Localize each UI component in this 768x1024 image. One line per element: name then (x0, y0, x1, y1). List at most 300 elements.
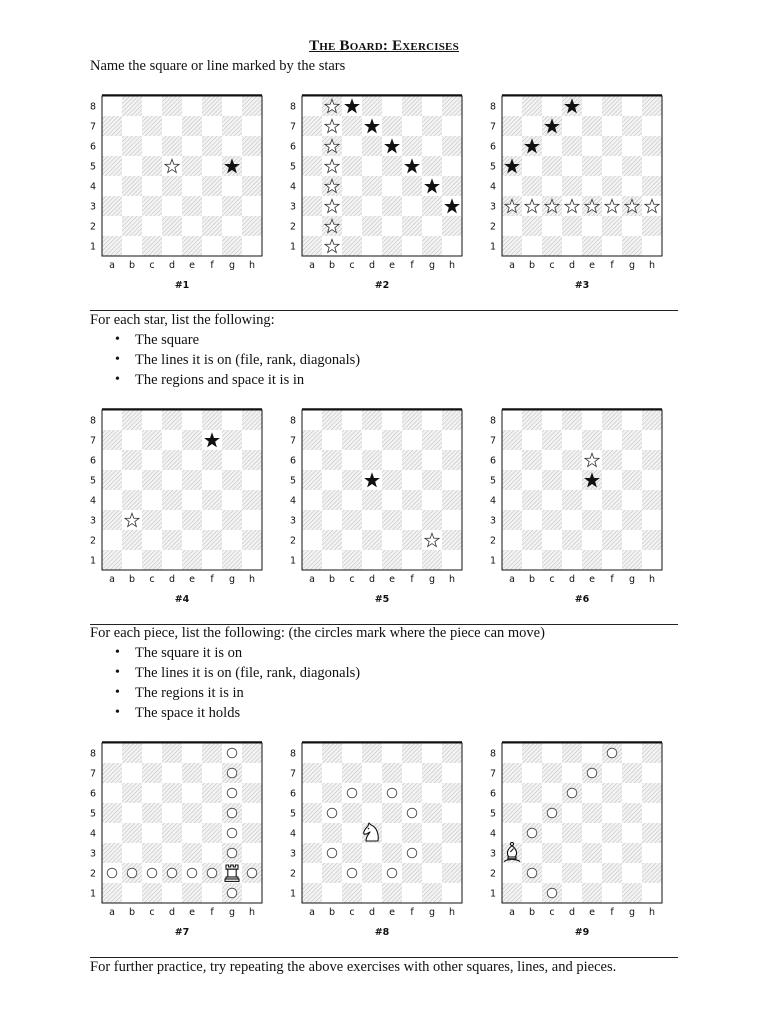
file-label: d (168, 574, 176, 585)
board-square (322, 863, 342, 883)
bullet-item: • The space it holds (90, 703, 360, 723)
board-square (602, 763, 622, 783)
board-square (502, 116, 522, 136)
board-square (502, 236, 522, 256)
file-label: g (228, 260, 236, 271)
file-label: f (210, 907, 214, 918)
move-circle-marker (407, 848, 417, 858)
rank-label: 3 (89, 848, 97, 860)
board-square (542, 450, 562, 470)
board-square (602, 156, 622, 176)
board-square (102, 116, 122, 136)
board-square (222, 490, 242, 510)
board-square (222, 216, 242, 236)
file-label: h (248, 260, 256, 271)
board-square (402, 236, 422, 256)
board-square (442, 883, 462, 903)
move-circle-marker (567, 788, 577, 798)
board-square (142, 216, 162, 236)
move-circle-marker (227, 768, 237, 778)
chess-board (89, 408, 269, 624)
board-square (442, 530, 462, 550)
board-square (622, 116, 642, 136)
board-square (102, 410, 122, 430)
board-square (122, 450, 142, 470)
diagram-1 (89, 94, 269, 310)
board-square (202, 550, 222, 570)
board-square (122, 196, 142, 216)
board-square (382, 236, 402, 256)
rank-label: 4 (89, 828, 97, 840)
board-square (542, 743, 562, 763)
board-square (602, 216, 622, 236)
board-square (142, 96, 162, 116)
file-label: e (189, 574, 195, 585)
file-label: c (349, 574, 355, 585)
board-square (202, 510, 222, 530)
board-square (142, 196, 162, 216)
board-square (402, 410, 422, 430)
board-square (222, 430, 242, 450)
diagram-5 (289, 408, 469, 624)
board-square (602, 176, 622, 196)
rank-label: 2 (489, 535, 497, 547)
move-circle-marker (227, 748, 237, 758)
board-square (602, 863, 622, 883)
board-square (202, 763, 222, 783)
board-square (342, 743, 362, 763)
board-square (402, 450, 422, 470)
move-circle-marker (327, 808, 337, 818)
board-square (242, 96, 262, 116)
rank-label: 1 (289, 888, 297, 900)
board-square (242, 236, 262, 256)
move-circle-marker (127, 868, 137, 878)
rank-label: 4 (489, 495, 497, 507)
board-square (182, 216, 202, 236)
file-label: d (368, 260, 376, 271)
board-square (442, 490, 462, 510)
board-square (202, 803, 222, 823)
board-square (642, 743, 662, 763)
file-label: d (568, 260, 576, 271)
board-square (102, 783, 122, 803)
page-title: The Board: Exercises (309, 38, 459, 54)
move-circle-marker (347, 868, 357, 878)
board-square (642, 450, 662, 470)
bullet-item: • The square it is on (90, 643, 360, 663)
board-square (242, 763, 262, 783)
file-label: a (309, 907, 315, 918)
board-square (522, 763, 542, 783)
board-square (302, 743, 322, 763)
board-square (362, 530, 382, 550)
board-square (182, 763, 202, 783)
file-label: b (328, 907, 336, 918)
move-circle-marker (407, 808, 417, 818)
board-square (502, 136, 522, 156)
board-square (102, 843, 122, 863)
board-square (402, 743, 422, 763)
rank-label: 6 (289, 455, 297, 467)
rank-label: 2 (489, 868, 497, 880)
board-square (642, 803, 662, 823)
board-square (582, 490, 602, 510)
board-square (242, 116, 262, 136)
board-square (142, 430, 162, 450)
board-square (302, 550, 322, 570)
board-square (242, 216, 262, 236)
board-square (342, 116, 362, 136)
board-square (602, 136, 622, 156)
file-label: d (568, 574, 576, 585)
rank-label: 1 (489, 888, 497, 900)
file-label: f (610, 260, 614, 271)
rank-label: 2 (89, 868, 97, 880)
board-square (382, 803, 402, 823)
board-square (602, 490, 622, 510)
rank-label: 2 (289, 868, 297, 880)
board-square (122, 550, 142, 570)
file-label: g (428, 260, 436, 271)
move-circle-marker (227, 828, 237, 838)
board-square (562, 490, 582, 510)
board-square (342, 156, 362, 176)
file-label: h (648, 260, 656, 271)
chess-board (289, 741, 469, 957)
board-square (162, 410, 182, 430)
board-square (622, 156, 642, 176)
file-label: g (628, 260, 636, 271)
board-square (402, 136, 422, 156)
board-square (182, 743, 202, 763)
board-square (122, 430, 142, 450)
board-square (602, 116, 622, 136)
file-label: f (610, 907, 614, 918)
board-square (162, 116, 182, 136)
board-square (542, 470, 562, 490)
board-square (382, 410, 402, 430)
board-square (442, 450, 462, 470)
board-square (302, 450, 322, 470)
board-square (602, 450, 622, 470)
board-square (182, 236, 202, 256)
board-square (442, 410, 462, 430)
board-square (382, 196, 402, 216)
board-square (182, 450, 202, 470)
board-square (622, 863, 642, 883)
board-square (562, 216, 582, 236)
board-square (122, 156, 142, 176)
board-square (342, 216, 362, 236)
board-square (242, 470, 262, 490)
board-square (102, 883, 122, 903)
board-square (522, 236, 542, 256)
board-square (202, 470, 222, 490)
rank-label: 3 (289, 515, 297, 527)
rank-label: 4 (489, 181, 497, 193)
board-square (162, 883, 182, 903)
board-square (162, 430, 182, 450)
board-square (622, 823, 642, 843)
rank-label: 4 (289, 495, 297, 507)
file-label: c (549, 574, 555, 585)
board-square (382, 550, 402, 570)
board-square (362, 96, 382, 116)
board-square (422, 236, 442, 256)
board-square (522, 410, 542, 430)
board-square (362, 863, 382, 883)
board-square (542, 510, 562, 530)
board-square (542, 763, 562, 783)
board-square (622, 843, 642, 863)
board-square (542, 430, 562, 450)
move-circle-marker (227, 848, 237, 858)
rank-label: 3 (289, 201, 297, 213)
board-square (222, 96, 242, 116)
board-square (402, 490, 422, 510)
board-square (602, 236, 622, 256)
board-square (502, 470, 522, 490)
board-square (102, 763, 122, 783)
rank-label: 7 (489, 768, 497, 780)
board-square (402, 96, 422, 116)
board-square (182, 550, 202, 570)
board-square (362, 450, 382, 470)
board-square (142, 510, 162, 530)
board-square (602, 470, 622, 490)
board-square (162, 550, 182, 570)
board-square (642, 116, 662, 136)
board-square (442, 470, 462, 490)
board-square (402, 863, 422, 883)
rank-label: 5 (289, 808, 297, 820)
board-square (402, 196, 422, 216)
board-square (422, 843, 442, 863)
diagram-caption: #7 (174, 927, 190, 938)
board-square (102, 236, 122, 256)
diagram-caption: #9 (574, 927, 590, 938)
board-square (162, 196, 182, 216)
move-circle-marker (387, 788, 397, 798)
board-square (182, 470, 202, 490)
rank-label: 2 (289, 535, 297, 547)
diagram-3 (489, 94, 669, 310)
board-square (602, 96, 622, 116)
board-square (622, 743, 642, 763)
file-label: a (309, 574, 315, 585)
board-square (362, 510, 382, 530)
file-label: e (389, 574, 395, 585)
board-square (582, 803, 602, 823)
board-square (622, 430, 642, 450)
board-square (562, 410, 582, 430)
board-square (242, 430, 262, 450)
board-square (302, 823, 322, 843)
board-square (242, 803, 262, 823)
board-square (302, 470, 322, 490)
file-label: b (328, 260, 336, 271)
board-square (342, 490, 362, 510)
diagram-caption: #8 (374, 927, 390, 938)
move-circle-marker (347, 788, 357, 798)
board-square (362, 430, 382, 450)
board-square (402, 530, 422, 550)
board-square (642, 236, 662, 256)
file-label: d (168, 907, 176, 918)
board-square (542, 530, 562, 550)
board-square (502, 863, 522, 883)
board-square (582, 116, 602, 136)
board-square (142, 176, 162, 196)
board-square (422, 430, 442, 450)
board-square (302, 196, 322, 216)
board-square (502, 176, 522, 196)
board-square (522, 490, 542, 510)
board-square (382, 116, 402, 136)
file-label: b (128, 574, 136, 585)
board-square (162, 176, 182, 196)
file-label: c (549, 907, 555, 918)
board-square (182, 430, 202, 450)
board-square (562, 863, 582, 883)
board-square (602, 530, 622, 550)
board-square (342, 510, 362, 530)
rank-label: 5 (489, 161, 497, 173)
board-square (422, 156, 442, 176)
file-label: d (368, 907, 376, 918)
board-square (422, 196, 442, 216)
rank-label: 3 (489, 201, 497, 213)
board-square (142, 490, 162, 510)
move-circle-marker (587, 768, 597, 778)
board-square (422, 116, 442, 136)
board-square (422, 803, 442, 823)
file-label: h (448, 260, 456, 271)
board-square (322, 883, 342, 903)
diagram-caption: #4 (174, 594, 190, 605)
board-square (382, 450, 402, 470)
board-square (222, 470, 242, 490)
board-square (362, 843, 382, 863)
diagram-caption: #1 (174, 280, 190, 291)
board-square (162, 823, 182, 843)
board-square (502, 743, 522, 763)
file-label: e (189, 260, 195, 271)
chess-board (489, 741, 669, 957)
rank-label: 7 (289, 121, 297, 133)
board-square (542, 783, 562, 803)
board-square (202, 216, 222, 236)
intro-instruction: Name the square or line marked by the stars (90, 58, 346, 74)
board-square (362, 156, 382, 176)
board-square (242, 136, 262, 156)
board-square (242, 743, 262, 763)
board-square (402, 216, 422, 236)
board-square (362, 763, 382, 783)
board-square (122, 743, 142, 763)
board-square (362, 743, 382, 763)
board-square (202, 96, 222, 116)
file-label: c (349, 260, 355, 271)
section3-heading: For each piece, list the following: (the circles mark where the piece can move) (90, 625, 545, 641)
board-square (622, 450, 642, 470)
board-square (342, 763, 362, 783)
file-label: h (248, 574, 256, 585)
rank-label: 2 (89, 221, 97, 233)
board-square (342, 236, 362, 256)
board-square (102, 823, 122, 843)
board-square (302, 156, 322, 176)
board-square (302, 430, 322, 450)
board-square (102, 803, 122, 823)
board-square (542, 236, 562, 256)
board-square (562, 763, 582, 783)
board-square (222, 530, 242, 550)
board-square (322, 510, 342, 530)
board-square (322, 410, 342, 430)
board-square (582, 176, 602, 196)
board-square (162, 450, 182, 470)
board-square (582, 430, 602, 450)
board-square (202, 136, 222, 156)
board-square (422, 216, 442, 236)
board-square (562, 156, 582, 176)
board-square (522, 510, 542, 530)
diagram-4 (89, 408, 269, 624)
board-square (642, 176, 662, 196)
board-square (442, 236, 462, 256)
board-square (402, 116, 422, 136)
section3-bullets (90, 643, 360, 723)
rank-label: 1 (89, 555, 97, 567)
board-square (322, 550, 342, 570)
chess-board (89, 94, 269, 310)
file-label: f (410, 907, 414, 918)
file-label: b (528, 574, 536, 585)
board-square (302, 843, 322, 863)
board-square (162, 470, 182, 490)
board-square (102, 470, 122, 490)
rank-label: 1 (89, 241, 97, 253)
board-square (342, 196, 362, 216)
file-label: h (648, 907, 656, 918)
move-circle-marker (327, 848, 337, 858)
board-square (582, 236, 602, 256)
rank-label: 3 (89, 515, 97, 527)
board-square (142, 450, 162, 470)
board-square (442, 510, 462, 530)
board-square (622, 530, 642, 550)
rank-label: 1 (289, 555, 297, 567)
board-square (342, 883, 362, 903)
board-square (362, 216, 382, 236)
board-square (242, 530, 262, 550)
board-square (242, 783, 262, 803)
diagram-caption: #2 (374, 280, 390, 291)
rank-label: 4 (89, 181, 97, 193)
board-square (342, 530, 362, 550)
rank-label: 6 (289, 141, 297, 153)
board-square (242, 196, 262, 216)
board-square (542, 823, 562, 843)
rank-label: 6 (489, 455, 497, 467)
board-square (362, 410, 382, 430)
rank-label: 4 (289, 828, 297, 840)
board-square (642, 550, 662, 570)
board-square (182, 136, 202, 156)
board-square (222, 510, 242, 530)
